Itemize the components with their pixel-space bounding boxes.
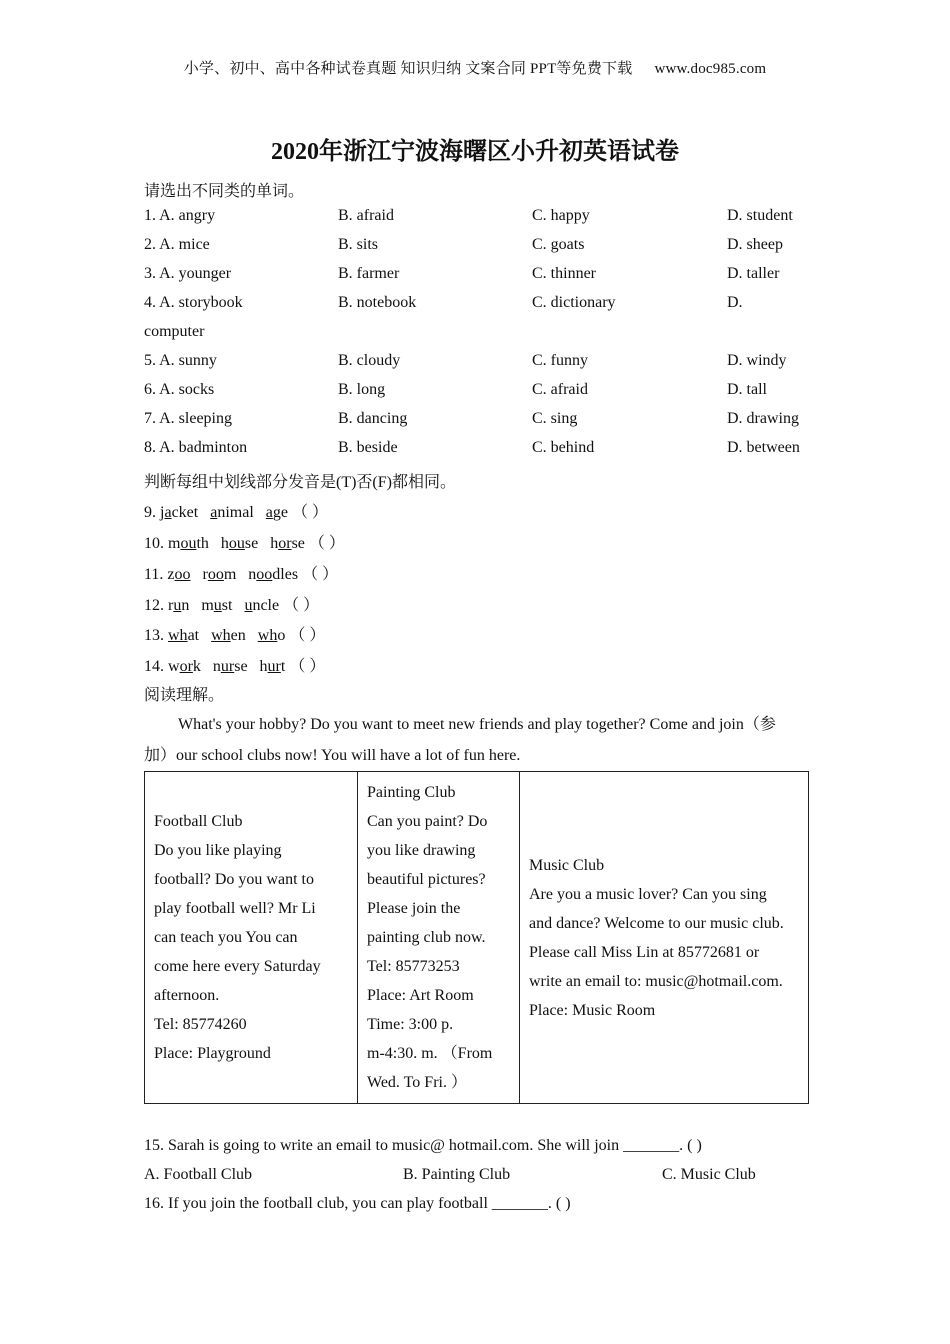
option-d: D. windy — [727, 352, 787, 369]
club-line: Time: 3:00 p. — [367, 1016, 454, 1033]
word-1 — [168, 627, 199, 644]
underlined-part: a — [265, 504, 273, 521]
club-line: Place: Music Room — [529, 1001, 656, 1019]
word-part: m — [223, 566, 237, 583]
club-line: Please call Miss Lin at 85772681 or — [529, 943, 760, 961]
section1-instruction: 请选出不同类的单词。 — [144, 183, 305, 200]
answer-blank[interactable]: （ ） — [289, 658, 326, 675]
underlined-part: ur — [220, 658, 235, 675]
question-number: 12. — [144, 597, 168, 614]
clubs-table — [144, 771, 809, 1104]
underlined-part: a — [210, 504, 218, 521]
club-line: you like drawing — [367, 842, 476, 859]
question-number: 9. — [144, 504, 160, 521]
word-part: o — [277, 627, 286, 644]
underlined-part: u — [213, 597, 222, 614]
option-b: B. beside — [338, 439, 398, 456]
word-part: k — [192, 658, 201, 675]
word-part: se — [234, 658, 248, 675]
word-part: th — [196, 535, 209, 552]
passage-line-2: 加）our school clubs now! You will have a lot of fun here. — [144, 747, 521, 764]
option-d: D. between — [727, 439, 800, 456]
painting-club-cell — [358, 772, 520, 1104]
club-line: Painting Club — [367, 784, 456, 801]
question-1 — [144, 207, 810, 229]
option-a: 3. A. younger — [144, 265, 232, 282]
club-line: play football well? Mr Li — [154, 900, 316, 917]
question-number: 11. — [144, 566, 168, 583]
club-line: Please join the — [367, 900, 461, 917]
word-part: t — [280, 658, 286, 675]
word-part: en — [230, 627, 246, 644]
word-part: nimal — [217, 504, 254, 521]
underlined-part: oo — [207, 566, 224, 583]
question-6 — [144, 381, 810, 403]
question-8 — [144, 439, 810, 461]
question-7 — [144, 410, 810, 432]
option-b: B. notebook — [338, 294, 417, 311]
option-c: C. sing — [532, 410, 578, 427]
word-part: se — [244, 535, 259, 552]
question-number: 14. — [144, 658, 168, 675]
word-1 — [168, 535, 209, 552]
section2-instruction: 判断每组中划线部分发音是(T)否(F)都相同。 — [144, 474, 456, 491]
club-line: Do you like playing — [154, 842, 282, 859]
word-part: n — [181, 597, 190, 614]
club-line: come here every Saturday — [154, 958, 321, 975]
club-line: Football Club — [154, 813, 243, 830]
option-b: B. cloudy — [338, 352, 401, 369]
word-part: m — [201, 597, 214, 614]
word-part: h — [259, 658, 268, 675]
answer-blank[interactable]: （ ） — [291, 504, 328, 521]
word-part: m — [168, 535, 181, 552]
word-part: se — [291, 535, 305, 552]
answer-blank[interactable]: （ ） — [308, 535, 345, 552]
option-b: B. sits — [338, 236, 379, 253]
question-14 — [144, 653, 325, 676]
question-5 — [144, 352, 810, 374]
word-1 — [167, 566, 190, 583]
option-a: 6. A. socks — [144, 381, 215, 398]
word-part: at — [187, 627, 200, 644]
word-part: cket — [171, 504, 199, 521]
football-club-cell — [145, 772, 358, 1104]
underlined-part: wh — [257, 627, 278, 644]
underlined-part: or — [278, 535, 292, 552]
club-line: Can you paint? Do — [367, 813, 488, 830]
option-b: B. long — [338, 381, 386, 398]
option-a: 7. A. sleeping — [144, 410, 232, 427]
club-line: Music Club — [529, 856, 605, 874]
passage-line-1: What's your hobby? Do you want to meet new friends and play together? Come and join（参 — [178, 716, 776, 733]
answer-blank[interactable]: （ ） — [302, 566, 339, 583]
word-2 — [201, 597, 232, 614]
word-1 — [168, 597, 189, 614]
club-line: Tel: 85773253 — [367, 958, 460, 975]
club-line: Tel: 85774260 — [154, 1016, 247, 1033]
word-2 — [213, 658, 248, 675]
option-c: C. Music Club — [662, 1166, 756, 1183]
music-club-cell — [520, 772, 809, 1104]
question-4 — [144, 294, 810, 316]
question-number: 10. — [144, 535, 168, 552]
option-b: B. farmer — [338, 265, 400, 282]
underlined-part: a — [164, 504, 172, 521]
answer-blank[interactable]: （ ） — [283, 597, 320, 614]
word-part: r — [168, 597, 174, 614]
question-2 — [144, 236, 810, 258]
word-part: ge — [272, 504, 288, 521]
word-2 — [210, 504, 254, 521]
question-number: 13. — [144, 627, 168, 644]
word-part: r — [202, 566, 208, 583]
table-row — [145, 772, 809, 1104]
question-15: 15. Sarah is going to write an email to music@ hotmail.com. She will join _______. ( ) — [144, 1137, 702, 1154]
word-3 — [270, 535, 305, 552]
section3-instruction: 阅读理解。 — [144, 687, 225, 704]
option-d: D. sheep — [727, 236, 783, 253]
club-line: Place: Art Room — [367, 987, 474, 1004]
header-text: 小学、初中、高中各种试卷真题 知识归纳 文案合同 PPT等免费下载 — [183, 61, 633, 77]
word-part: n — [212, 658, 221, 675]
option-a: 8. A. badminton — [144, 439, 248, 456]
word-part: w — [168, 658, 180, 675]
underlined-part: ou — [228, 535, 245, 552]
question-10 — [144, 530, 345, 553]
word-3 — [244, 597, 279, 614]
option-c: C. behind — [532, 439, 595, 456]
option-b: B. Painting Club — [403, 1166, 511, 1183]
underlined-part: ou — [180, 535, 197, 552]
word-2 — [221, 535, 258, 552]
option-c: C. goats — [532, 236, 585, 253]
club-line: m-4:30. m. （From — [367, 1045, 493, 1062]
club-line: can teach you You can — [154, 929, 298, 946]
underlined-part: u — [244, 597, 253, 614]
option-c: C. funny — [532, 352, 588, 369]
question-12 — [144, 592, 319, 615]
option-c: C. thinner — [532, 265, 596, 282]
option-c: C. happy — [532, 207, 590, 224]
option-a: 4. A. storybook — [144, 294, 243, 311]
word-part: ncle — [252, 597, 280, 614]
word-2 — [203, 566, 237, 583]
word-3 — [266, 504, 288, 521]
word-part: h — [220, 535, 229, 552]
word-part: dles — [272, 566, 299, 583]
underlined-part: wh — [211, 627, 231, 644]
club-line: write an email to: music@hotmail.com. — [529, 972, 783, 990]
word-2 — [211, 627, 246, 644]
option-c: C. afraid — [532, 381, 588, 398]
club-line: Place: Playground — [154, 1045, 271, 1062]
option-d: D. — [727, 294, 743, 311]
underlined-part: oo — [256, 566, 273, 583]
answer-blank[interactable]: （ ） — [289, 627, 326, 644]
underlined-part: ur — [267, 658, 281, 675]
word-1 — [160, 504, 198, 521]
page-header — [0, 57, 950, 78]
club-line: and dance? Welcome to our music club. — [529, 914, 784, 932]
club-line: Are you a music lover? Can you sing — [529, 885, 767, 903]
club-line: football? Do you want to — [154, 871, 314, 888]
question-9 — [144, 499, 328, 522]
underlined-part: wh — [168, 627, 188, 644]
underlined-part: oo — [174, 566, 191, 583]
underlined-part: or — [179, 658, 193, 675]
option-d: D. drawing — [727, 410, 799, 427]
underlined-part: u — [173, 597, 182, 614]
option-a: 5. A. sunny — [144, 352, 217, 369]
option-b: B. dancing — [338, 410, 408, 427]
club-line: afternoon. — [154, 987, 220, 1004]
option-c: C. dictionary — [532, 294, 616, 311]
question-13 — [144, 622, 325, 645]
page-title: 2020年浙江宁波海曙区小升初英语试卷 — [271, 139, 679, 165]
club-line: painting club now. — [367, 929, 486, 946]
option-a: 2. A. mice — [144, 236, 210, 253]
option-a: 1. A. angry — [144, 207, 216, 224]
word-3 — [248, 566, 298, 583]
option-d: D. student — [727, 207, 793, 224]
question-11 — [144, 561, 338, 584]
option-b: B. afraid — [338, 207, 394, 224]
option-a: A. Football Club — [144, 1166, 253, 1183]
word-part: n — [248, 566, 257, 583]
option-d: D. tall — [727, 381, 767, 398]
word-part: z — [167, 566, 175, 583]
word-1 — [168, 658, 201, 675]
club-line: Wed. To Fri. ） — [367, 1074, 467, 1091]
question-4-wrap: computer — [144, 323, 205, 340]
question-3 — [144, 265, 810, 287]
word-part: j — [160, 504, 165, 521]
question-15-options — [144, 1166, 810, 1188]
word-part: h — [270, 535, 279, 552]
word-part: st — [221, 597, 233, 614]
club-line: beautiful pictures? — [367, 871, 486, 888]
question-16: 16. If you join the football club, you can play football _______. ( ) — [144, 1195, 571, 1212]
word-3 — [258, 627, 286, 644]
header-url[interactable]: www.doc985.com — [654, 61, 767, 77]
word-3 — [260, 658, 286, 675]
option-d: D. taller — [727, 265, 780, 282]
